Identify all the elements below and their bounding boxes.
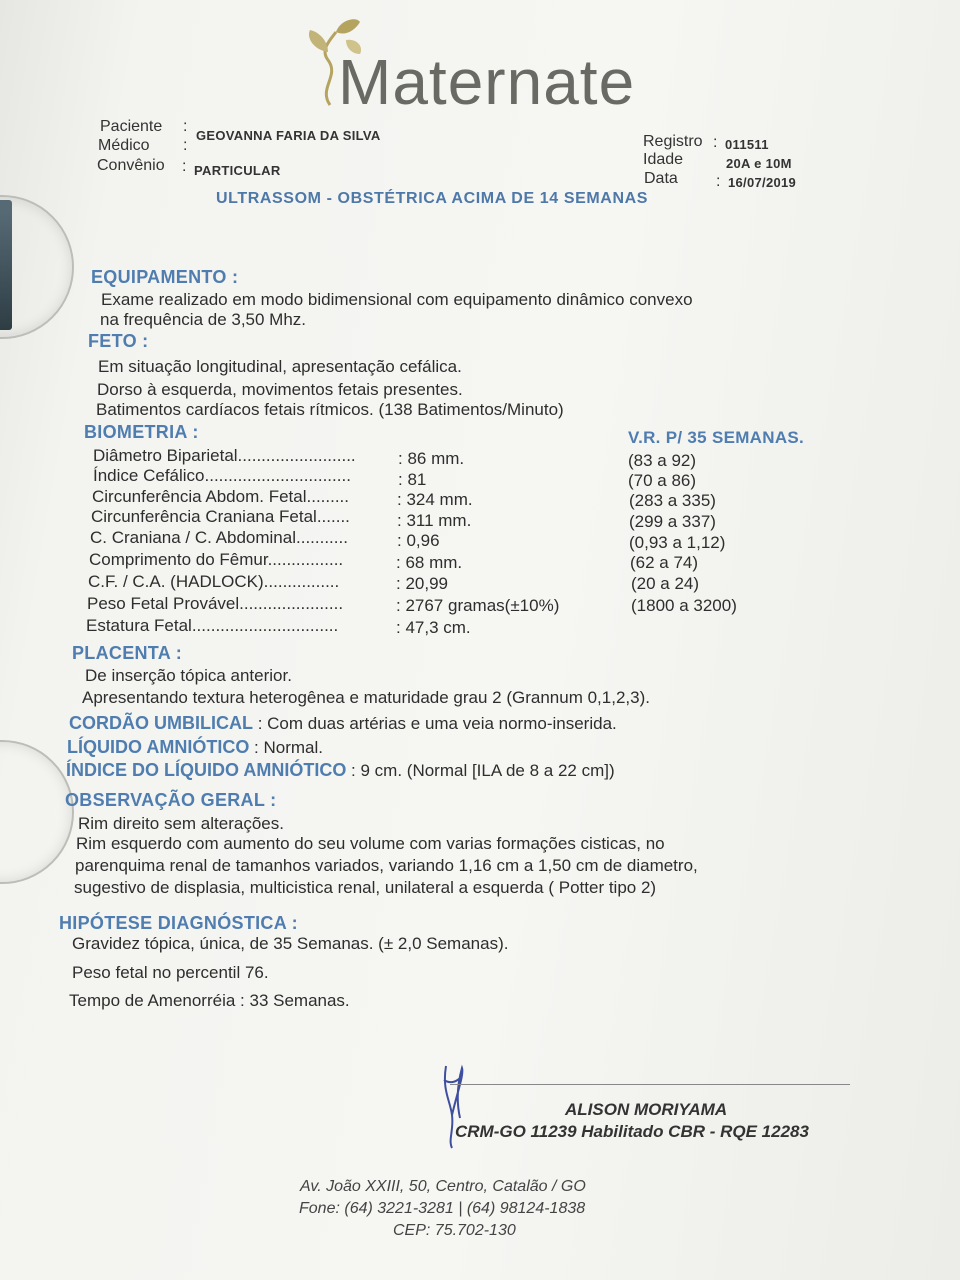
brand-logo-text: Maternate [338,46,636,118]
medico-label: Médico [98,137,150,154]
footer-phone: Fone: (64) 3221-3281 | (64) 98124-1838 [299,1200,586,1217]
observacao-heading: OBSERVAÇÃO GERAL : [65,790,277,810]
bio-label: Peso Fetal Provável...................... [87,594,344,613]
bio-label: C. Craniana / C. Abdominal........... [90,528,348,547]
bio-label: Diâmetro Biparietal......................... [93,446,356,465]
biometria-ref-heading: V.R. P/ 35 SEMANAS. [628,428,805,447]
observacao-line-2: Rim esquerdo com aumento do seu volume com varias formações cisticas, no [76,834,665,853]
registro-label: Registro [643,133,703,150]
bio-label: Circunferência Abdom. Fetal......... [92,487,350,506]
footer-cep: CEP: 75.702-130 [393,1222,516,1239]
observacao-line-1: Rim direito sem alterações. [78,814,284,833]
signature-credentials: CRM-GO 11239 Habilitado CBR - RQE 12283 [455,1122,809,1141]
convenio-colon: : [182,158,187,175]
biometria-row [93,466,351,486]
equipamento-heading: EQUIPAMENTO : [91,267,239,287]
bio-ref: (299 a 337) [629,512,716,531]
indice-liquido-heading: ÍNDICE DO LÍQUIDO AMNIÓTICO [66,760,347,780]
bio-ref: (20 a 24) [631,574,700,593]
bio-ref: (70 a 86) [628,471,697,490]
bio-label: Índice Cefálico............................... [93,466,351,485]
biometria-row [93,446,356,466]
bio-ref: (83 a 92) [628,451,697,470]
bio-ref: (62 a 74) [630,553,699,572]
binder-ring-top [0,195,74,339]
bio-label: C.F. / C.A. (HADLOCK)................ [88,572,340,591]
signature-name: ALISON MORIYAMA [565,1100,728,1119]
liquido-text: : Normal. [249,738,324,757]
data-value: 16/07/2019 [728,175,797,190]
observacao-line-4: sugestivo de displasia, multicistica renal, unilateral a esquerda ( Potter tipo 2) [74,878,657,897]
placenta-line-1: De inserção tópica anterior. [85,666,292,685]
signature-line [450,1084,850,1085]
bio-label: Estatura Fetal............................... [86,616,339,635]
binder-ring-bottom [0,740,74,884]
feto-line-2: Dorso à esquerda, movimentos fetais presentes. [97,380,463,399]
bio-ref: (0,93 a 1,12) [629,533,726,552]
bio-value: : 86 mm. [398,449,465,468]
biometria-heading: BIOMETRIA : [84,422,199,442]
data-label: Data [644,170,678,187]
hipotese-line-2: Peso fetal no percentil 76. [72,963,269,982]
biometria-row [87,594,343,614]
bio-value: : 20,99 [396,574,448,593]
convenio-label: Convênio [97,157,165,174]
biometria-row [88,572,339,592]
exam-title: ULTRASSOM - OBSTÉTRICA ACIMA DE 14 SEMANAS [216,190,649,207]
placenta-heading: PLACENTA : [72,643,182,663]
liquido-line [67,737,323,758]
biometria-row [91,507,350,527]
hipotese-heading: HIPÓTESE DIAGNÓSTICA : [59,913,298,933]
indice-liquido-text: : 9 cm. (Normal [ILA de 8 a 22 cm]) [346,761,615,780]
paciente-label: Paciente [100,118,163,135]
cordao-text: : Com duas artérias e uma veia normo-inserida. [252,714,617,733]
bio-value: : 324 mm. [397,490,473,509]
convenio-value: PARTICULAR [194,163,281,178]
data-colon: : [716,173,721,190]
feto-line-1: Em situação longitudinal, apresentação cefálica. [98,357,462,376]
feto-line-3: Batimentos cardíacos fetais rítmicos. (138 Batimentos/Minuto) [96,400,564,419]
bio-value: : 2767 gramas(±10%) [396,596,560,615]
footer-address: Av. João XXIII, 50, Centro, Catalão / GO [300,1178,586,1195]
bio-value: : 0,96 [397,531,440,550]
placenta-line-2: Apresentando textura heterogênea e maturidade grau 2 (Grannum 0,1,2,3). [82,688,650,707]
bio-value: : 81 [398,470,427,489]
bio-label: Circunferência Craniana Fetal....... [91,507,350,526]
biometria-row [92,487,349,507]
registro-colon: : [713,134,718,151]
bio-value: : 311 mm. [397,511,472,530]
bio-label: Comprimento do Fêmur................ [89,550,344,569]
biometria-row [86,616,338,636]
biometria-row [89,550,343,570]
liquido-heading: LÍQUIDO AMNIÓTICO [67,737,250,757]
idade-value: 20A e 10M [726,156,792,171]
hipotese-line-3: Tempo de Amenorréia : 33 Semanas. [69,991,350,1010]
indice-liquido-line [66,760,615,781]
bio-ref: (1800 a 3200) [631,596,737,615]
biometria-row [90,528,348,548]
cordao-line [69,713,617,734]
equipamento-line-2: na frequência de 3,50 Mhz. [100,310,307,329]
bio-value: : 47,3 cm. [396,618,471,637]
paciente-value: GEOVANNA FARIA DA SILVA [196,128,381,143]
observacao-line-3: parenquima renal de tamanhos variados, variando 1,16 cm a 1,50 cm de diametro, [75,856,698,875]
paciente-colon: : [183,118,188,135]
registro-value: 011511 [725,137,769,152]
medico-colon: : [183,137,188,154]
hipotese-line-1: Gravidez tópica, única, de 35 Semanas. (± 2,0 Semanas). [72,934,509,953]
cordao-heading: CORDÃO UMBILICAL [69,713,253,733]
equipamento-line-1: Exame realizado em modo bidimensional com equipamento dinâmico convexo [101,290,693,309]
bio-ref: (283 a 335) [629,491,716,510]
bio-value: : 68 mm. [396,553,463,572]
feto-heading: FETO : [88,331,149,351]
idade-label: Idade [643,151,684,168]
